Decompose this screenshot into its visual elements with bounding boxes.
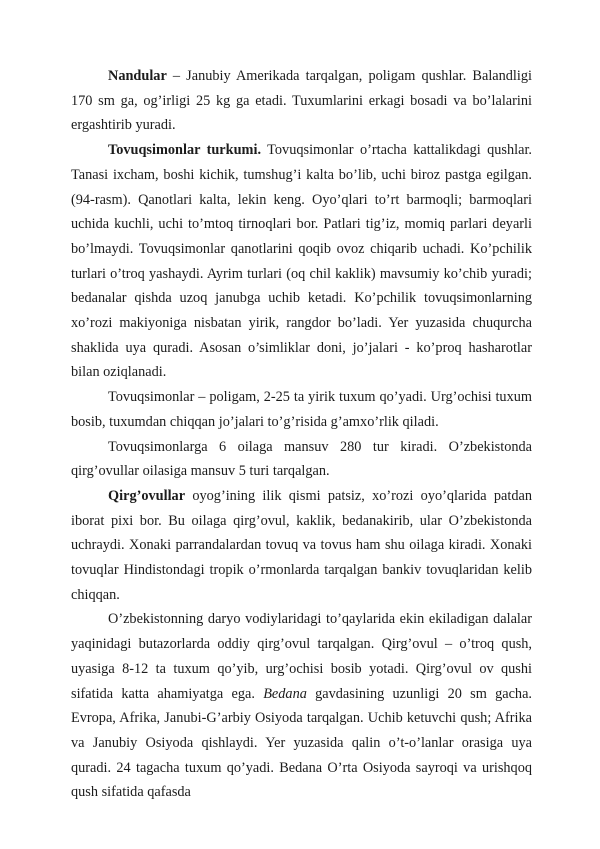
- paragraph-tovuqsimonlar-turkumi: [71, 138, 532, 385]
- paragraph-nandular-text: – Janubiy Amerikada tarqalgan, poligam qushlar. Balandligi 170 sm ga, og’irligi 25 kg ga etadi. Tuxumlarini erkagi bosadi va bo’lalarini ergashtirib yuradi.: [71, 68, 532, 134]
- paragraph-qirgovullar-text: oyog’ining ilik qismi patsiz, xo’rozi oyo’qlarida patdan iborat pixi bor. Bu oilaga qirg’ovul, kaklik, bedanakirib, ular O’zbekistonda uchraydi. Xonaki parrandalardan tovuq va tovus ham shu oilaga kiradi. Xonaki tovuqlar Hindistondagi tropik o’rmonlarda tarqalgan bankiv tovuqlaridan kelib chiqqan.: [71, 487, 532, 603]
- paragraph-tovuqsimonlar-poligam: [71, 385, 532, 434]
- paragraph-tovuqsimonlar-poligam-text: Tovuqsimonlar – poligam, 2-25 ta yirik tuxum qo’yadi. Urg’ochisi tuxum bosib, tuxumdan chiqqan jo’jalari to’g’risida g’amxo’rlik qiladi.: [71, 389, 532, 430]
- paragraph-ozbekiston-qirgovul: [71, 607, 532, 805]
- term-qirgovullar: Qirg’ovullar: [108, 487, 186, 504]
- paragraph-tovuqsimonlar-oila-text: Tovuqsimonlarga 6 oilaga mansuv 280 tur kiradi. O’zbekistonda qirg’ovullar oilasiga mansuv 5 turi tarqalgan.: [71, 438, 532, 480]
- paragraph-tovuqsimonlar-turkumi-text: Tovuqsimonlar o’rtacha kattalikdagi qushlar. Tanasi ixcham, boshi kichik, tumshug’i kalta bo’lib, uchi biroz pastga egilgan. (94-rasm). Qanotlari kalta, lekin keng. Oyo’qlari to’rt barmoqli; barmoqlari uchida kuchli, uchi to’mtoq tirnoqlari bor. Patlari tig’iz, momiq parlari deyarli bo’lmaydi. Tovuqsimonlar qanotlarini qoqib ovoz chiqarib uchadi. Ko’pchilik turlari o’troq yashaydi. Ayrim turlari (oq chil kaklik) mavsumiy ko’chib yuradi; bedanalar qishda uzoq janubga uchib ketadi. Ko’pchilik tovuqsimonlarning xo’rozi makiyoniga nisbatan yirik, rangdor bo’ladi. Yer yuzasida chuqurcha shaklida uya quradi. Asosan o’simliklar doni, jo’jalari - ko’proq hasharotlar bilan oziqlanadi.: [71, 142, 532, 381]
- paragraph-qirgovullar: [71, 484, 532, 608]
- term-tovuqsimonlar-turkumi: Tovuqsimonlar turkumi.: [108, 142, 262, 159]
- paragraph-ozbekiston-qirgovul-text-a: O’zbekistonning daryo vodiylaridagi to’qaylarida ekin ekiladigan dalalar yaqinidagi butazorlarda oddiy qirg’ovul tarqalgan. Qirg’ovul – o’troq qush, uyasiga 8-12 ta tuxum qo’yib, urg’ochisi bosib yotadi. Qirg’ovul ov qushi sifatida katta ahamiyatga ega.: [71, 611, 532, 702]
- term-nandular: Nandular: [108, 68, 167, 84]
- paragraph-ozbekiston-qirgovul-text-b: gavdasining uzunligi 20 sm gacha. Evropa, Afrika, Janubi-G’arbiy Osiyoda tarqalgan. Uchib ketuvchi qush; Afrika va Janubiy Osiyoda qishlaydi. Yer yuzasida qalin o’t-o’lanlar orasiga uya quradi. 24 tagacha tuxum qo’yadi. Bedana O’rta Osiyoda sayroqi va urishqoq qush sifatida qafasda: [71, 685, 532, 801]
- paragraph-nandular: [71, 64, 532, 138]
- paragraph-tovuqsimonlar-oila: [71, 435, 532, 484]
- term-bedana: Bedana: [263, 685, 307, 702]
